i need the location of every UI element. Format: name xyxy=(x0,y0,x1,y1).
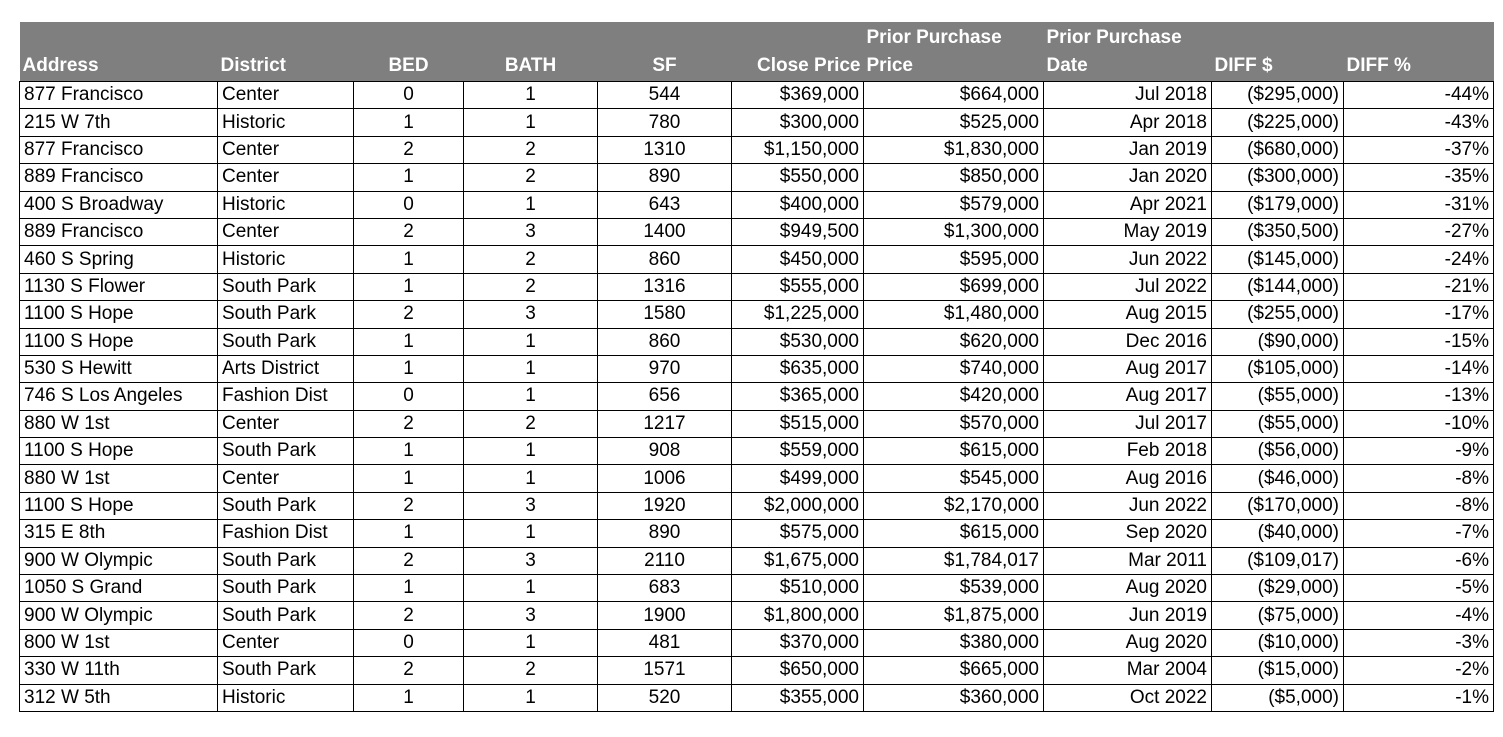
cell-prior-purchase-date: Dec 2016 xyxy=(1044,328,1212,355)
cell-sf: 1571 xyxy=(598,657,732,684)
cell-diff-percent: -13% xyxy=(1344,383,1494,410)
cell-diff-percent: -21% xyxy=(1344,273,1494,300)
cell-prior-purchase-date: Apr 2018 xyxy=(1044,109,1212,136)
cell-sf: 656 xyxy=(598,383,732,410)
table-row xyxy=(20,301,1494,328)
cell-bed: 2 xyxy=(354,657,464,684)
cell-diff-percent: -14% xyxy=(1344,355,1494,382)
cell-prior-purchase-price: $525,000 xyxy=(864,109,1044,136)
cell-prior-purchase-price: $740,000 xyxy=(864,355,1044,382)
cell-close-price: $650,000 xyxy=(732,657,864,684)
cell-district: Historic xyxy=(218,684,354,711)
cell-prior-purchase-price: $1,875,000 xyxy=(864,602,1044,629)
header-prior-purchase-date xyxy=(1044,22,1212,82)
table-row xyxy=(20,492,1494,519)
table-row xyxy=(20,438,1494,465)
cell-prior-purchase-price: $2,170,000 xyxy=(864,492,1044,519)
cell-prior-purchase-price: $380,000 xyxy=(864,629,1044,656)
cell-sf: 1920 xyxy=(598,492,732,519)
cell-diff-percent: -27% xyxy=(1344,218,1494,245)
header-prior-price-line1: Prior Purchase xyxy=(866,27,1002,48)
table-row xyxy=(20,273,1494,300)
cell-diff-dollar: ($144,000) xyxy=(1212,273,1344,300)
cell-address: 889 Francisco xyxy=(20,218,218,245)
cell-district: Center xyxy=(218,465,354,492)
cell-district: Historic xyxy=(218,246,354,273)
cell-diff-percent: -35% xyxy=(1344,164,1494,191)
cell-district: Center xyxy=(218,136,354,163)
cell-close-price: $450,000 xyxy=(732,246,864,273)
cell-prior-purchase-date: Jul 2022 xyxy=(1044,273,1212,300)
cell-bed: 0 xyxy=(354,191,464,218)
header-sf: SF xyxy=(598,22,732,82)
cell-diff-dollar: ($105,000) xyxy=(1212,355,1344,382)
cell-bed: 0 xyxy=(354,383,464,410)
cell-diff-percent: -37% xyxy=(1344,136,1494,163)
cell-prior-purchase-price: $664,000 xyxy=(864,82,1044,109)
cell-diff-dollar: ($46,000) xyxy=(1212,465,1344,492)
cell-close-price: $510,000 xyxy=(732,575,864,602)
table-row xyxy=(20,191,1494,218)
cell-sf: 544 xyxy=(598,82,732,109)
cell-bath: 1 xyxy=(464,520,598,547)
header-bed: BED xyxy=(354,22,464,82)
cell-bath: 1 xyxy=(464,684,598,711)
cell-address: 900 W Olympic xyxy=(20,602,218,629)
cell-prior-purchase-date: Mar 2004 xyxy=(1044,657,1212,684)
cell-bath: 1 xyxy=(464,82,598,109)
cell-sf: 1900 xyxy=(598,602,732,629)
sales-comparison-table xyxy=(19,22,1494,712)
cell-prior-purchase-price: $1,300,000 xyxy=(864,218,1044,245)
cell-sf: 890 xyxy=(598,164,732,191)
cell-address: 877 Francisco xyxy=(20,136,218,163)
cell-bath: 1 xyxy=(464,328,598,355)
cell-diff-percent: -3% xyxy=(1344,629,1494,656)
cell-bath: 1 xyxy=(464,629,598,656)
cell-bed: 0 xyxy=(354,629,464,656)
cell-sf: 1316 xyxy=(598,273,732,300)
cell-diff-percent: -5% xyxy=(1344,575,1494,602)
cell-close-price: $355,000 xyxy=(732,684,864,711)
cell-address: 312 W 5th xyxy=(20,684,218,711)
cell-bath: 2 xyxy=(464,657,598,684)
cell-address: 1100 S Hope xyxy=(20,301,218,328)
cell-prior-purchase-price: $665,000 xyxy=(864,657,1044,684)
cell-bed: 1 xyxy=(354,246,464,273)
cell-diff-dollar: ($109,017) xyxy=(1212,547,1344,574)
cell-bed: 1 xyxy=(354,520,464,547)
cell-close-price: $515,000 xyxy=(732,410,864,437)
cell-prior-purchase-price: $620,000 xyxy=(864,328,1044,355)
cell-sf: 2110 xyxy=(598,547,732,574)
cell-close-price: $530,000 xyxy=(732,328,864,355)
cell-diff-dollar: ($145,000) xyxy=(1212,246,1344,273)
cell-district: Arts District xyxy=(218,355,354,382)
cell-diff-dollar: ($90,000) xyxy=(1212,328,1344,355)
cell-address: 889 Francisco xyxy=(20,164,218,191)
cell-prior-purchase-price: $1,830,000 xyxy=(864,136,1044,163)
cell-prior-purchase-date: Jul 2018 xyxy=(1044,82,1212,109)
header-prior-date-line1: Prior Purchase xyxy=(1046,27,1182,48)
cell-bed: 2 xyxy=(354,136,464,163)
cell-bath: 1 xyxy=(464,438,598,465)
cell-prior-purchase-price: $699,000 xyxy=(864,273,1044,300)
cell-diff-dollar: ($170,000) xyxy=(1212,492,1344,519)
cell-bath: 1 xyxy=(464,191,598,218)
table-row xyxy=(20,602,1494,629)
cell-prior-purchase-date: Aug 2017 xyxy=(1044,355,1212,382)
cell-diff-percent: -7% xyxy=(1344,520,1494,547)
cell-bed: 1 xyxy=(354,355,464,382)
header-diff-dollar: DIFF $ xyxy=(1212,22,1344,82)
cell-sf: 908 xyxy=(598,438,732,465)
cell-bath: 2 xyxy=(464,246,598,273)
cell-address: 330 W 11th xyxy=(20,657,218,684)
cell-diff-dollar: ($680,000) xyxy=(1212,136,1344,163)
cell-bed: 2 xyxy=(354,547,464,574)
cell-address: 1100 S Hope xyxy=(20,492,218,519)
table-row xyxy=(20,218,1494,245)
cell-district: South Park xyxy=(218,328,354,355)
cell-prior-purchase-price: $595,000 xyxy=(864,246,1044,273)
cell-district: South Park xyxy=(218,575,354,602)
cell-close-price: $550,000 xyxy=(732,164,864,191)
cell-close-price: $2,000,000 xyxy=(732,492,864,519)
cell-prior-purchase-date: Mar 2011 xyxy=(1044,547,1212,574)
cell-address: 215 W 7th xyxy=(20,109,218,136)
cell-district: South Park xyxy=(218,301,354,328)
table-row xyxy=(20,109,1494,136)
table-body xyxy=(20,82,1494,712)
cell-prior-purchase-date: Aug 2020 xyxy=(1044,575,1212,602)
header-prior-purchase-price xyxy=(864,22,1044,82)
cell-prior-purchase-date: Jul 2017 xyxy=(1044,410,1212,437)
cell-district: Center xyxy=(218,410,354,437)
cell-diff-percent: -17% xyxy=(1344,301,1494,328)
cell-district: Fashion Dist xyxy=(218,520,354,547)
table-row xyxy=(20,383,1494,410)
cell-address: 1100 S Hope xyxy=(20,328,218,355)
header-prior-price-line2: Price xyxy=(866,55,913,76)
cell-sf: 643 xyxy=(598,191,732,218)
table-row xyxy=(20,164,1494,191)
cell-bed: 1 xyxy=(354,109,464,136)
cell-bath: 1 xyxy=(464,355,598,382)
cell-diff-percent: -10% xyxy=(1344,410,1494,437)
cell-close-price: $365,000 xyxy=(732,383,864,410)
cell-sf: 520 xyxy=(598,684,732,711)
cell-bath: 2 xyxy=(464,136,598,163)
cell-prior-purchase-price: $360,000 xyxy=(864,684,1044,711)
cell-bed: 2 xyxy=(354,602,464,629)
table-row xyxy=(20,355,1494,382)
cell-prior-purchase-date: Oct 2022 xyxy=(1044,684,1212,711)
cell-bath: 2 xyxy=(464,273,598,300)
cell-bed: 1 xyxy=(354,465,464,492)
table-row xyxy=(20,328,1494,355)
cell-bath: 3 xyxy=(464,301,598,328)
table-row xyxy=(20,465,1494,492)
cell-prior-purchase-date: Aug 2016 xyxy=(1044,465,1212,492)
table-row xyxy=(20,136,1494,163)
cell-close-price: $400,000 xyxy=(732,191,864,218)
header-diff-percent: DIFF % xyxy=(1344,22,1494,82)
cell-diff-dollar: ($40,000) xyxy=(1212,520,1344,547)
cell-bed: 1 xyxy=(354,273,464,300)
cell-prior-purchase-price: $579,000 xyxy=(864,191,1044,218)
cell-diff-percent: -8% xyxy=(1344,492,1494,519)
cell-prior-purchase-price: $539,000 xyxy=(864,575,1044,602)
cell-prior-purchase-price: $545,000 xyxy=(864,465,1044,492)
cell-diff-percent: -24% xyxy=(1344,246,1494,273)
cell-prior-purchase-date: Jun 2022 xyxy=(1044,246,1212,273)
cell-prior-purchase-date: Feb 2018 xyxy=(1044,438,1212,465)
cell-diff-dollar: ($179,000) xyxy=(1212,191,1344,218)
cell-prior-purchase-price: $615,000 xyxy=(864,520,1044,547)
header-address: Address xyxy=(20,22,218,82)
cell-sf: 860 xyxy=(598,246,732,273)
cell-close-price: $559,000 xyxy=(732,438,864,465)
cell-diff-dollar: ($29,000) xyxy=(1212,575,1344,602)
cell-close-price: $1,800,000 xyxy=(732,602,864,629)
cell-diff-percent: -8% xyxy=(1344,465,1494,492)
cell-prior-purchase-date: May 2019 xyxy=(1044,218,1212,245)
cell-diff-percent: -31% xyxy=(1344,191,1494,218)
cell-bed: 2 xyxy=(354,492,464,519)
cell-diff-dollar: ($295,000) xyxy=(1212,82,1344,109)
cell-close-price: $1,675,000 xyxy=(732,547,864,574)
cell-prior-purchase-date: Jun 2019 xyxy=(1044,602,1212,629)
cell-diff-dollar: ($225,000) xyxy=(1212,109,1344,136)
cell-bed: 2 xyxy=(354,218,464,245)
cell-bath: 2 xyxy=(464,164,598,191)
cell-address: 877 Francisco xyxy=(20,82,218,109)
cell-close-price: $555,000 xyxy=(732,273,864,300)
cell-district: Historic xyxy=(218,109,354,136)
cell-bath: 3 xyxy=(464,602,598,629)
cell-close-price: $1,225,000 xyxy=(732,301,864,328)
cell-diff-dollar: ($255,000) xyxy=(1212,301,1344,328)
cell-bed: 1 xyxy=(354,328,464,355)
cell-bed: 2 xyxy=(354,410,464,437)
cell-prior-purchase-date: Aug 2020 xyxy=(1044,629,1212,656)
cell-close-price: $369,000 xyxy=(732,82,864,109)
cell-prior-purchase-date: Sep 2020 xyxy=(1044,520,1212,547)
cell-prior-purchase-date: Apr 2021 xyxy=(1044,191,1212,218)
cell-bed: 1 xyxy=(354,684,464,711)
cell-address: 400 S Broadway xyxy=(20,191,218,218)
cell-diff-dollar: ($56,000) xyxy=(1212,438,1344,465)
cell-district: South Park xyxy=(218,602,354,629)
cell-district: South Park xyxy=(218,547,354,574)
table-row xyxy=(20,410,1494,437)
cell-diff-dollar: ($300,000) xyxy=(1212,164,1344,191)
cell-address: 460 S Spring xyxy=(20,246,218,273)
cell-address: 1130 S Flower xyxy=(20,273,218,300)
cell-diff-dollar: ($5,000) xyxy=(1212,684,1344,711)
cell-address: 1050 S Grand xyxy=(20,575,218,602)
cell-bed: 2 xyxy=(354,301,464,328)
cell-sf: 1310 xyxy=(598,136,732,163)
cell-address: 880 W 1st xyxy=(20,465,218,492)
cell-diff-dollar: ($75,000) xyxy=(1212,602,1344,629)
cell-sf: 970 xyxy=(598,355,732,382)
cell-prior-purchase-price: $1,480,000 xyxy=(864,301,1044,328)
cell-diff-percent: -2% xyxy=(1344,657,1494,684)
cell-sf: 780 xyxy=(598,109,732,136)
cell-diff-percent: -15% xyxy=(1344,328,1494,355)
table-row xyxy=(20,629,1494,656)
cell-district: Center xyxy=(218,629,354,656)
cell-bed: 0 xyxy=(354,82,464,109)
cell-address: 315 E 8th xyxy=(20,520,218,547)
cell-sf: 1580 xyxy=(598,301,732,328)
cell-prior-purchase-price: $615,000 xyxy=(864,438,1044,465)
cell-prior-purchase-date: Aug 2017 xyxy=(1044,383,1212,410)
cell-bath: 3 xyxy=(464,492,598,519)
cell-district: South Park xyxy=(218,438,354,465)
cell-bed: 1 xyxy=(354,438,464,465)
cell-district: Center xyxy=(218,82,354,109)
cell-district: South Park xyxy=(218,657,354,684)
cell-prior-purchase-date: Jun 2022 xyxy=(1044,492,1212,519)
cell-close-price: $370,000 xyxy=(732,629,864,656)
cell-close-price: $300,000 xyxy=(732,109,864,136)
header-prior-date-line2: Date xyxy=(1046,55,1088,76)
table-row xyxy=(20,246,1494,273)
cell-sf: 1217 xyxy=(598,410,732,437)
cell-bath: 1 xyxy=(464,383,598,410)
cell-bath: 1 xyxy=(464,109,598,136)
cell-close-price: $575,000 xyxy=(732,520,864,547)
cell-prior-purchase-date: Aug 2015 xyxy=(1044,301,1212,328)
cell-diff-percent: -44% xyxy=(1344,82,1494,109)
cell-sf: 1006 xyxy=(598,465,732,492)
table-row xyxy=(20,657,1494,684)
header-close-price: Close Price xyxy=(732,22,864,82)
cell-diff-percent: -6% xyxy=(1344,547,1494,574)
cell-prior-purchase-price: $420,000 xyxy=(864,383,1044,410)
cell-prior-purchase-price: $570,000 xyxy=(864,410,1044,437)
cell-bath: 3 xyxy=(464,218,598,245)
cell-district: Historic xyxy=(218,191,354,218)
cell-bath: 3 xyxy=(464,547,598,574)
cell-sf: 481 xyxy=(598,629,732,656)
cell-diff-dollar: ($350,500) xyxy=(1212,218,1344,245)
cell-close-price: $1,150,000 xyxy=(732,136,864,163)
cell-diff-dollar: ($10,000) xyxy=(1212,629,1344,656)
cell-prior-purchase-price: $850,000 xyxy=(864,164,1044,191)
table-row xyxy=(20,82,1494,109)
cell-bed: 1 xyxy=(354,575,464,602)
cell-district: South Park xyxy=(218,492,354,519)
cell-bath: 1 xyxy=(464,465,598,492)
cell-bath: 1 xyxy=(464,575,598,602)
table-row xyxy=(20,575,1494,602)
cell-bed: 1 xyxy=(354,164,464,191)
cell-diff-percent: -1% xyxy=(1344,684,1494,711)
cell-district: Fashion Dist xyxy=(218,383,354,410)
header-district: District xyxy=(218,22,354,82)
cell-close-price: $499,000 xyxy=(732,465,864,492)
cell-diff-dollar: ($55,000) xyxy=(1212,410,1344,437)
cell-district: Center xyxy=(218,218,354,245)
cell-district: Center xyxy=(218,164,354,191)
cell-address: 800 W 1st xyxy=(20,629,218,656)
cell-prior-purchase-date: Jan 2019 xyxy=(1044,136,1212,163)
table-row xyxy=(20,547,1494,574)
header-row xyxy=(20,22,1494,82)
cell-diff-dollar: ($15,000) xyxy=(1212,657,1344,684)
cell-sf: 890 xyxy=(598,520,732,547)
cell-address: 900 W Olympic xyxy=(20,547,218,574)
cell-prior-purchase-price: $1,784,017 xyxy=(864,547,1044,574)
cell-diff-percent: -4% xyxy=(1344,602,1494,629)
cell-prior-purchase-date: Jan 2020 xyxy=(1044,164,1212,191)
cell-address: 530 S Hewitt xyxy=(20,355,218,382)
table-row xyxy=(20,684,1494,711)
cell-bath: 2 xyxy=(464,410,598,437)
cell-diff-dollar: ($55,000) xyxy=(1212,383,1344,410)
cell-address: 1100 S Hope xyxy=(20,438,218,465)
cell-diff-percent: -9% xyxy=(1344,438,1494,465)
cell-address: 746 S Los Angeles xyxy=(20,383,218,410)
cell-district: South Park xyxy=(218,273,354,300)
cell-sf: 1400 xyxy=(598,218,732,245)
cell-diff-percent: -43% xyxy=(1344,109,1494,136)
header-bath: BATH xyxy=(464,22,598,82)
cell-sf: 683 xyxy=(598,575,732,602)
table-row xyxy=(20,520,1494,547)
cell-close-price: $949,500 xyxy=(732,218,864,245)
cell-address: 880 W 1st xyxy=(20,410,218,437)
cell-sf: 860 xyxy=(598,328,732,355)
cell-close-price: $635,000 xyxy=(732,355,864,382)
